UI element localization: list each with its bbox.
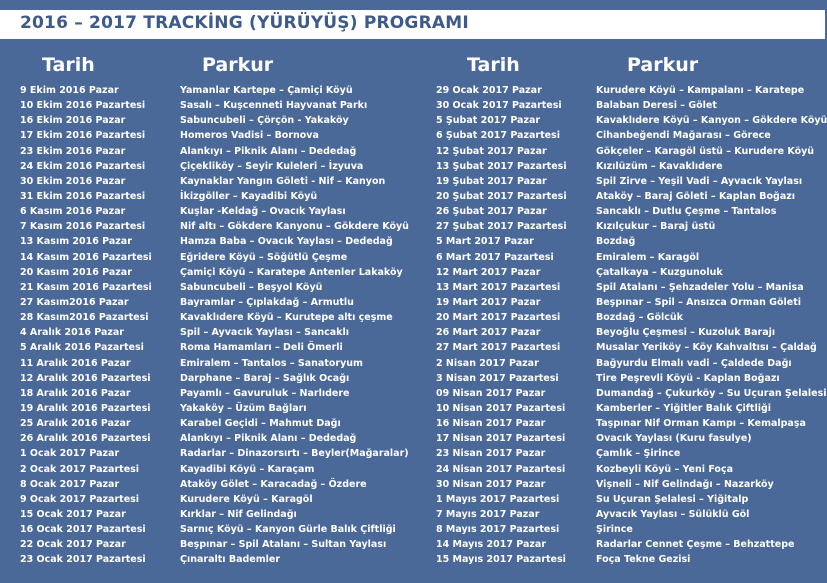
schedule-route: Radarlar – Dinazorsırtı – Beyler(Mağaralar) <box>180 448 409 460</box>
schedule-date: 30 Ekim 2016 Pazar <box>20 175 126 187</box>
schedule-date: 14 Kasım 2016 Pazartesi <box>20 251 152 263</box>
schedule-route: Sasalı – Kuşcenneti Hayvanat Parkı <box>180 100 368 112</box>
schedule-date: 23 Nisan 2017 Pazar <box>436 448 546 460</box>
schedule-route: Kuşlar -Keldağ – Ovacık Yaylası <box>180 206 346 218</box>
schedule-date: 10 Nisan 2017 Pazartesi <box>436 402 566 414</box>
schedule-date: 24 Nisan 2017 Pazartesi <box>436 463 566 475</box>
schedule-route: Kamberler – Yiğitler Balık Çiftliği <box>596 402 772 414</box>
schedule-date: 2 Nisan 2017 Pazar <box>436 357 539 369</box>
schedule-date: 12 Mart 2017 Pazar <box>436 266 541 278</box>
schedule-route: Sarnıç Köyü – Kanyon Gürle Balık Çiftliği <box>180 524 396 536</box>
schedule-route: Bağyurdu Elmalı vadi – Çaldede Dağı <box>596 357 792 369</box>
schedule-date: 27 Kasım2016 Pazar <box>20 296 129 308</box>
schedule-date: 6 Mart 2017 Pazartesi <box>436 251 554 263</box>
header-date-right: Tarih <box>467 54 520 76</box>
schedule-route: Şirince <box>596 524 633 536</box>
schedule-route: Tire Peşrevli Köyü - Kaplan Boğazı <box>596 372 780 384</box>
schedule-route: İkizgöller – Kayadibi Köyü <box>180 190 318 202</box>
schedule-date: 25 Aralık 2016 Pazar <box>20 418 131 430</box>
schedule-route: Foça Tekne Gezisi <box>596 554 691 566</box>
schedule-route: Bozdağ – Gölcük <box>596 312 683 324</box>
schedule-route: Kozbeyli Köyü – Yeni Foça <box>596 463 733 475</box>
schedule-route: Sabuncubeli – Beşyol Köyü <box>180 281 323 293</box>
schedule-route: Roma Hamamları – Deli Ömerli <box>180 342 343 354</box>
schedule-date: 20 Şubat 2017 Pazartesi <box>436 190 567 202</box>
schedule-date: 12 Aralık 2016 Pazartesi <box>20 372 151 384</box>
schedule-route: Cihanbeğendi Mağarası – Görece <box>596 130 771 142</box>
schedule-route: Yamanlar Kartepe – Çamiçi Köyü <box>180 85 353 96</box>
schedule-route: Gökçeler – Karagöl üstü – Kurudere Köyü <box>596 145 815 157</box>
schedule-date: 7 Kasım 2016 Pazartesi <box>20 221 146 233</box>
schedule-date: 17 Nisan 2017 Pazartesi <box>436 433 566 445</box>
schedule-route: Nif altı – Gökdere Kanyonu – Gökdere Köyü <box>180 221 409 233</box>
schedule-route: Dumandağ – Çukurköy – Su Uçuran Şelalesi <box>596 387 827 399</box>
header-route-right: Parkur <box>627 54 699 76</box>
schedule-route: Bozdağ <box>596 236 636 248</box>
schedule-date: 8 Mayıs 2017 Pazartesi <box>436 524 560 536</box>
schedule-route: Taşpınar Nif Orman Kampı – Kemalpaşa <box>596 418 806 430</box>
header-date-left: Tarih <box>42 54 95 76</box>
left-date-column <box>20 83 178 568</box>
schedule-route: Ovacık Yaylası (Kuru fasulye) <box>596 433 752 445</box>
schedule-route: Spil – Ayvacık Yaylası – Sancaklı <box>180 327 349 339</box>
schedule-route: Alankıyı – Piknik Alanı – Dededağ <box>180 433 357 445</box>
schedule-date: 1 Ocak 2017 Pazar <box>20 448 120 460</box>
schedule-route: Alankıyı – Piknik Alanı – Dededağ <box>180 145 357 157</box>
schedule-route: Çamiçi Köyü – Karatepe Antenler Lakaköy <box>180 266 403 278</box>
schedule-date: 27 Mart 2017 Pazartesi <box>436 342 561 354</box>
schedule-route: Sancaklı – Dutlu Çeşme – Tantalos <box>596 206 777 218</box>
schedule-route: Çamlık – Şirince <box>596 448 681 460</box>
schedule-date: 14 Mayıs 2017 Pazar <box>436 539 547 551</box>
schedule-date: 15 Ocak 2017 Pazar <box>20 508 126 520</box>
schedule-route: Kırklar – Nif Gelindağı <box>180 508 297 520</box>
schedule-date: 3 Nisan 2017 Pazartesi <box>436 372 559 384</box>
schedule-route: Spil Zirve – Yeşil Vadi – Ayvacık Yaylası <box>596 175 803 187</box>
schedule-date: 24 Ekim 2016 Pazartesi <box>20 160 146 172</box>
schedule-date: 10 Ekim 2016 Pazartesi <box>20 100 146 112</box>
schedule-date: 12 Şubat 2017 Pazar <box>436 145 547 157</box>
schedule-route: Vişneli – Nif Gelindağı – Nazarköy <box>596 478 774 490</box>
schedule-route: Çatalkaya – Kuzgunoluk <box>596 266 723 278</box>
schedule-route: Homeros Vadisi – Bornova <box>180 130 319 142</box>
schedule-route: Karabel Geçidi – Mahmut Dağı <box>180 418 341 430</box>
schedule-date: 5 Aralık 2016 Pazartesi <box>20 342 144 354</box>
schedule-date: 6 Kasım 2016 Pazar <box>20 206 126 218</box>
schedule-date: 23 Ekim 2016 Pazar <box>20 145 126 157</box>
schedule-date: 15 Mayıs 2017 Pazartesi <box>436 554 566 566</box>
schedule-date: 9 Ekim 2016 Pazar <box>20 85 119 96</box>
schedule-route: Spil Atalanı – Şehzadeler Yolu – Manisa <box>596 281 804 293</box>
schedule-route: Kaynaklar Yangın Göleti - Nif – Kanyon <box>180 175 386 187</box>
schedule-date: 20 Kasım 2016 Pazar <box>20 266 132 278</box>
schedule-route: Çiçekliköy – Seyir Kuleleri – İzyuva <box>180 160 364 172</box>
schedule-route: Çınaraltı Bademler <box>180 554 281 566</box>
schedule-date: 20 Mart 2017 Pazartesi <box>436 312 561 324</box>
schedule-route: Kızılüzüm – Kavaklıdere <box>596 160 723 172</box>
schedule-date: 13 Kasım 2016 Pazar <box>20 236 132 248</box>
schedule-route: Beşpınar – Spil Atalanı – Sultan Yaylası <box>180 539 387 551</box>
schedule-route: Radarlar Cennet Çeşme – Behzattepe <box>596 539 795 551</box>
schedule-date: 6 Şubat 2017 Pazartesi <box>436 130 560 142</box>
schedule-date: 27 Şubat 2017 Pazartesi <box>436 221 567 233</box>
schedule-date: 9 Ocak 2017 Pazartesi <box>20 493 140 505</box>
right-route-column <box>596 83 827 568</box>
schedule-route: Darphane – Baraj – Sağlık Ocağı <box>180 372 350 384</box>
schedule-route: Kavaklıdere Köyü – Kanyon – Gökdere Köyü <box>596 115 827 127</box>
schedule-route: Ataköy – Baraj Göleti – Kaplan Boğazı <box>596 190 796 202</box>
schedule-route: Beşpınar – Spil – Ansızca Orman Göleti <box>596 296 802 308</box>
schedule-date: 30 Nisan 2017 Pazar <box>436 478 546 490</box>
schedule-date: 30 Ocak 2017 Pazartesi <box>436 100 562 112</box>
schedule-date: 7 Mayıs 2017 Pazar <box>436 508 540 520</box>
left-route-column <box>180 83 430 568</box>
schedule-date: 2 Ocak 2017 Pazartesi <box>20 463 140 475</box>
schedule-route: Ataköy Gölet – Karacadağ – Özdere <box>180 478 367 490</box>
schedule-route: Emiralem – Tantalos – Sanatoryum <box>180 357 363 369</box>
schedule-route: Sabuncubeli – Çörçön - Yakaköy <box>180 115 349 127</box>
schedule-date: 09 Nisan 2017 Pazar <box>436 387 546 399</box>
schedule-route: Bayramlar – Çıplakdağ – Armutlu <box>180 296 354 308</box>
schedule-date: 26 Aralık 2016 Pazartesi <box>20 433 151 445</box>
schedule-date: 16 Ocak 2017 Pazartesi <box>20 524 146 536</box>
schedule-route: Payamlı – Gavuruluk – Narlıdere <box>180 387 350 399</box>
schedule-date: 31 Ekim 2016 Pazartesi <box>20 190 146 202</box>
schedule-date: 5 Mart 2017 Pazar <box>436 236 534 248</box>
schedule-date: 21 Kasım 2016 Pazartesi <box>20 281 152 293</box>
schedule-date: 16 Nisan 2017 Pazar <box>436 418 546 430</box>
schedule-date: 26 Mart 2017 Pazar <box>436 327 541 339</box>
schedule-route: Musalar Yeriköy – Köy Kahvaltısı – Çaldağ <box>596 342 817 354</box>
schedule-route: Kayadibi Köyü – Karaçam <box>180 463 315 475</box>
schedule-route: Yakaköy – Üzüm Bağları <box>180 402 307 414</box>
schedule-route: Eğridere Köyü – Söğütlü Çeşme <box>180 251 348 263</box>
page-title: 2016 – 2017 TRACKİNG (YÜRÜYÜŞ) PROGRAMI <box>20 13 469 33</box>
schedule-route: Ayvacık Yaylası – Sülüklü Göl <box>596 508 750 520</box>
schedule-date: 4 Aralık 2016 Pazar <box>20 327 124 339</box>
schedule-date: 13 Şubat 2017 Pazartesi <box>436 160 567 172</box>
right-date-column <box>436 83 594 568</box>
schedule-date: 13 Mart 2017 Pazartesi <box>436 281 561 293</box>
schedule-date: 19 Aralık 2016 Pazartesi <box>20 402 151 414</box>
title-bar <box>0 10 825 39</box>
schedule-route: Emiralem – Karagöl <box>596 251 700 263</box>
schedule-date: 18 Aralık 2016 Pazar <box>20 387 131 399</box>
schedule-route: Kurudere Köyü – Kampalanı – Karatepe <box>596 85 805 96</box>
schedule-date: 5 Şubat 2017 Pazar <box>436 115 541 127</box>
schedule-route: Beyoğlu Çeşmesi – Kuzoluk Barajı <box>596 327 776 339</box>
schedule-date: 1 Mayıs 2017 Pazartesi <box>436 493 560 505</box>
schedule-date: 26 Şubat 2017 Pazar <box>436 206 547 218</box>
schedule-date: 16 Ekim 2016 Pazar <box>20 115 126 127</box>
schedule-date: 11 Aralık 2016 Pazar <box>20 357 131 369</box>
header-route-left: Parkur <box>202 54 274 76</box>
schedule-date: 22 Ocak 2017 Pazar <box>20 539 126 551</box>
schedule-date: 19 Mart 2017 Pazar <box>436 296 541 308</box>
schedule-route: Hamza Baba – Ovacık Yaylası – Dededağ <box>180 236 393 248</box>
schedule-date: 29 Ocak 2017 Pazar <box>436 85 542 96</box>
schedule-route: Balaban Deresi – Gölet <box>596 100 717 112</box>
schedule-date: 23 Ocak 2017 Pazartesi <box>20 554 146 566</box>
schedule-date: 8 Ocak 2017 Pazar <box>20 478 120 490</box>
schedule-route: Kavaklıdere Köyü – Kurutepe altı çeşme <box>180 312 393 324</box>
schedule-date: 28 Kasım2016 Pazartesi <box>20 312 149 324</box>
schedule-date: 17 Ekim 2016 Pazartesi <box>20 130 146 142</box>
schedule-route: Kızılçukur – Baraj üstü <box>596 221 716 233</box>
schedule-route: Su Uçuran Şelalesi – Yiğitalp <box>596 493 749 505</box>
schedule-route: Kurudere Köyü – Karagöl <box>180 493 313 505</box>
schedule-date: 19 Şubat 2017 Pazar <box>436 175 547 187</box>
